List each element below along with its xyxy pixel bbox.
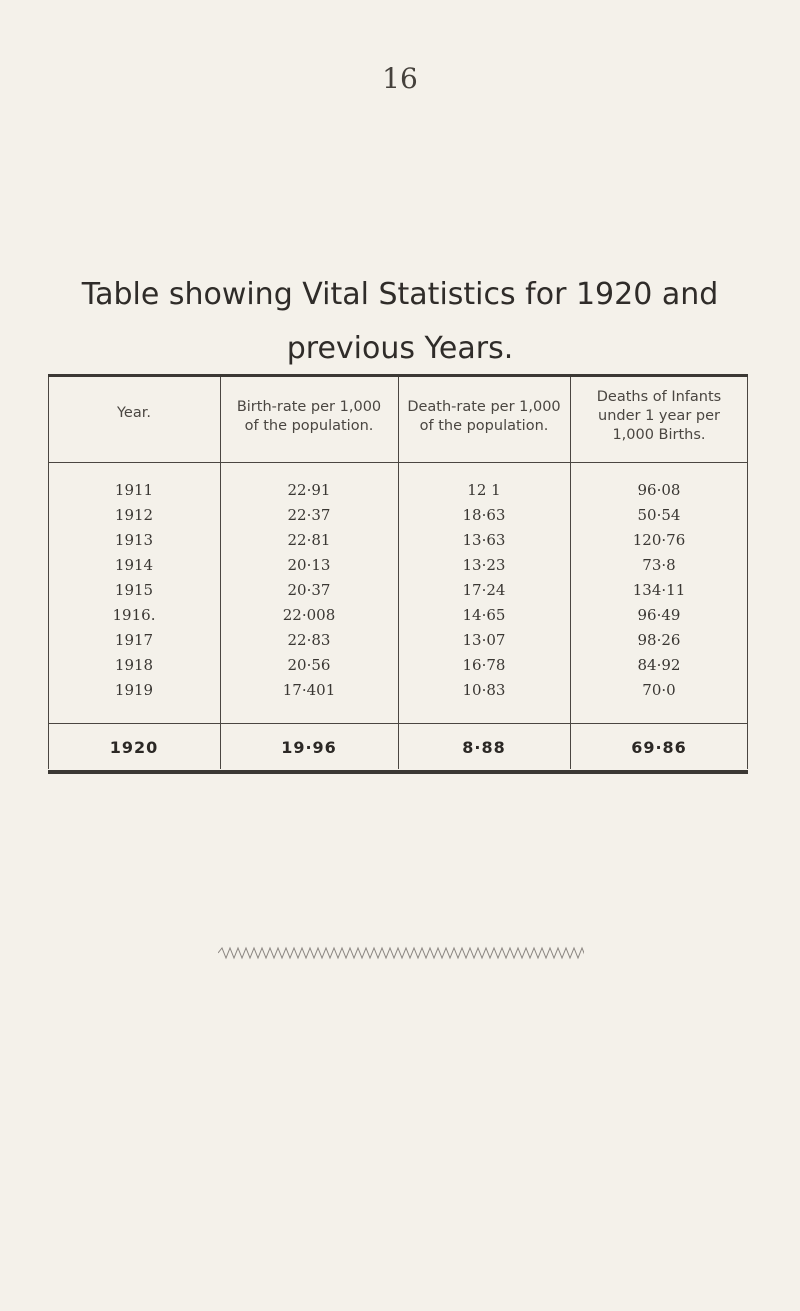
decorative-ornament [218, 946, 584, 960]
birth-rate-cell: 20·13 [287, 556, 331, 574]
death-rate-cell: 16·78 [462, 656, 506, 674]
header-birth-rate: Birth-rate per 1,000 of the population. [236, 399, 382, 434]
header-infant-deaths: Deaths of Infants under 1 year per 1,000 Births. [596, 389, 722, 443]
birth-rate-cell: 22·91 [287, 481, 331, 499]
table-row [48, 481, 748, 501]
table-row [48, 681, 748, 701]
death-rate-cell: 10·83 [462, 681, 506, 699]
table-row [48, 506, 748, 526]
table-row [48, 631, 748, 651]
total-rule [48, 723, 748, 724]
table-row [48, 581, 748, 601]
table-bottom-rule [48, 770, 748, 774]
death-rate-cell: 17·24 [462, 581, 506, 599]
infant-deaths-cell: 84·92 [637, 656, 681, 674]
death-rate-cell: 13·23 [462, 556, 506, 574]
birth-rate-cell: 20·56 [287, 656, 331, 674]
header-year: Year. [117, 405, 151, 421]
birth-rate-cell: 20·37 [287, 581, 331, 599]
year-cell: 1912 [114, 506, 154, 524]
table-row [48, 556, 748, 576]
year-cell: 1919 [114, 681, 154, 699]
year-cell: 1911 [114, 481, 154, 499]
header-death-rate: Death-rate per 1,000 of the population. [407, 399, 561, 434]
table-row [48, 656, 748, 676]
title-line-1: Table showing Vital Statistics for 1920 and [81, 277, 719, 312]
birth-rate-cell: 17·401 [282, 681, 336, 699]
death-rate-cell: 13·07 [462, 631, 506, 649]
infant-deaths-cell: 70·0 [642, 681, 676, 699]
infant-deaths-cell: 96·49 [637, 606, 681, 624]
death-rate-cell: 12 1 [467, 481, 501, 499]
table-row [48, 606, 748, 626]
year-cell: 1913 [114, 531, 154, 549]
title-line-2: previous Years. [286, 331, 514, 366]
infant-deaths-cell: 50·54 [637, 506, 681, 524]
death-rate-cell: 13·63 [462, 531, 506, 549]
birth-rate-cell: 22·83 [287, 631, 331, 649]
infant-deaths-cell: 98·26 [637, 631, 681, 649]
year-cell: 1917 [114, 631, 154, 649]
total-birth-rate-cell: 19·96 [281, 738, 337, 757]
infant-deaths-cell: 73·8 [642, 556, 676, 574]
year-cell: 1916. [112, 606, 156, 624]
total-death-rate-cell: 8·88 [462, 738, 506, 757]
total-infant-deaths-cell: 69·86 [631, 738, 687, 757]
year-cell: 1915 [114, 581, 154, 599]
birth-rate-cell: 22·37 [287, 506, 331, 524]
table-row [48, 531, 748, 551]
vital-statistics-table [48, 374, 748, 774]
death-rate-cell: 14·65 [462, 606, 506, 624]
page-title [0, 268, 800, 376]
page-number: 16 [382, 62, 418, 95]
header-rule [48, 462, 748, 463]
year-cell: 1914 [114, 556, 154, 574]
death-rate-cell: 18·63 [462, 506, 506, 524]
infant-deaths-cell: 134·11 [632, 581, 686, 599]
infant-deaths-cell: 96·08 [637, 481, 681, 499]
year-cell: 1918 [114, 656, 154, 674]
total-year-cell: 1920 [109, 738, 159, 757]
birth-rate-cell: 22·81 [287, 531, 331, 549]
infant-deaths-cell: 120·76 [632, 531, 686, 549]
birth-rate-cell: 22·008 [282, 606, 336, 624]
